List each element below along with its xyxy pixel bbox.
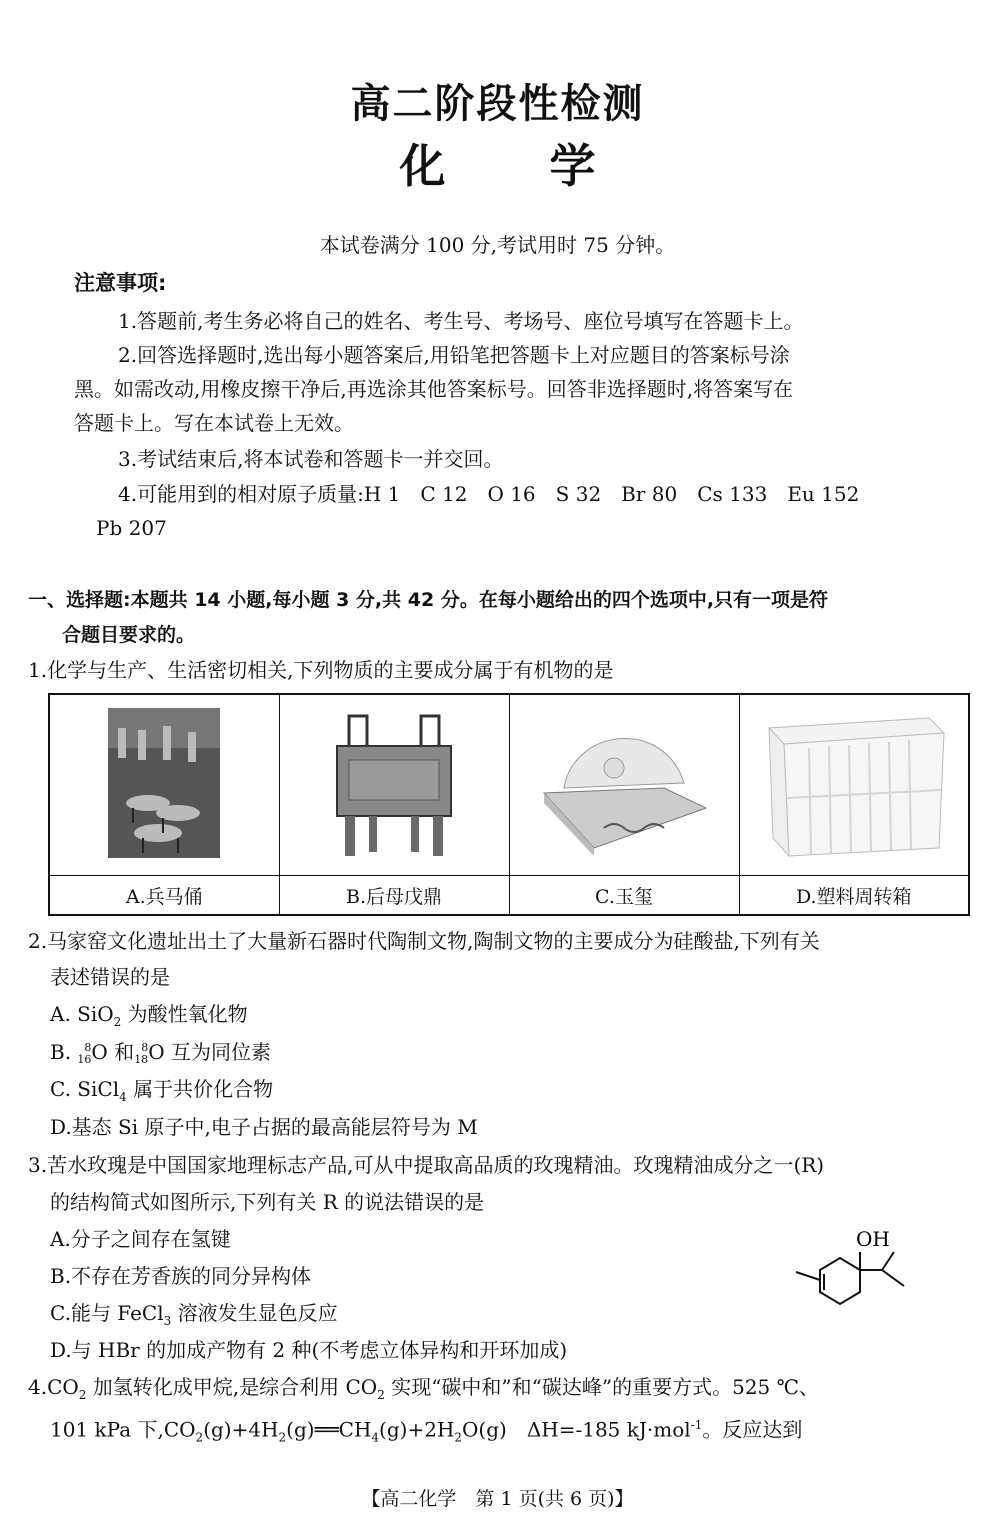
q2-option-a: A. SiO$_2$ 为酸性氧化物: [50, 1002, 248, 1029]
oh-label: OH: [856, 1227, 890, 1251]
section-heading: 合题目要求的。: [62, 624, 196, 646]
option-b-caption: B.后母戊鼎: [279, 876, 509, 916]
terracotta-image: [49, 694, 279, 876]
note-line: 2.回答选择题时,选出每小题答案后,用铅笔把答题卡上对应题目的答案标号涂: [118, 343, 790, 367]
q2-option-d: D.基态 Si 原子中,电子占据的最高能层符号为 M: [50, 1115, 478, 1139]
notes-heading: 注意事项:: [74, 271, 167, 295]
note-line: 3.考试结束后,将本试卷和答题卡一并交回。: [118, 447, 504, 471]
q2-stem: 2.马家窑文化遗址出土了大量新石器时代陶制文物,陶制文物的主要成分为硅酸盐,下列有关: [28, 929, 820, 953]
q2-option-b: B. 8 16O 和 8 18O 互为同位素: [50, 1040, 271, 1066]
section-heading: 一、选择题:本题共 14 小题,每小题 3 分,共 42 分。在每小题给出的四个选项中,只有一项是符: [28, 589, 829, 611]
q1-stem: 1.化学与生产、生活密切相关,下列物质的主要成分属于有机物的是: [28, 658, 614, 682]
q3-option-c: C.能与 FeCl$_3$ 溶液发生显色反应: [50, 1301, 338, 1328]
q2-stem: 表述错误的是: [50, 965, 170, 989]
option-c-caption: C.玉玺: [509, 876, 739, 916]
q3-option-d: D.与 HBr 的加成产物有 2 种(不考虑立体异构和开环加成): [50, 1338, 568, 1362]
subject-title: 化 学: [399, 139, 596, 193]
q1-image-table: [48, 693, 970, 916]
q4-line1: $4.CO_2$ 加氢转化成甲烷,是综合利用 $CO_2$ 实现“碳中和”和“碳达峰”的重要方式。525 ℃、: [28, 1375, 820, 1402]
q3-option-a: A.分子之间存在氢键: [50, 1227, 231, 1251]
option-a-caption: A.兵马俑: [49, 876, 279, 916]
note-line: 黑。如需改动,用橡皮擦干净后,再选涂其他答案标号。回答非选择题时,将答案写在: [74, 377, 794, 401]
plastic-crate-image: [739, 694, 969, 876]
option-d-caption: D.塑料周转箱: [739, 876, 969, 916]
exam-title: 高二阶段性检测: [350, 81, 645, 127]
q2-option-c: C. SiCl$_4$ 属于共价化合物: [50, 1077, 274, 1104]
note-line: 1.答题前,考生务必将自己的姓名、考生号、考场号、座位号填写在答题卡上。: [118, 309, 804, 333]
note-line: 4.可能用到的相对原子质量:H 1 C 12 O 16 S 32 Br 80 Cs 133 Eu 152: [118, 482, 860, 506]
page-footer: 【高二化学 第 1 页(共 6 页)】: [361, 1488, 634, 1510]
q3-stem: 的结构简式如图所示,下列有关 R 的说法错误的是: [50, 1190, 485, 1214]
q3-stem: 3.苦水玫瑰是中国国家地理标志产品,可从中提取高品质的玫瑰精油。玫瑰精油成分之一(R): [28, 1153, 825, 1177]
bronze-ding-image: [279, 694, 509, 876]
q3-option-b: B.不存在芳香族的同分异构体: [50, 1264, 312, 1288]
exam-subtitle: 本试卷满分 100 分,考试用时 75 分钟。: [319, 233, 676, 257]
note-line: Pb 207: [96, 516, 167, 540]
r-structure-diagram: [790, 1222, 920, 1312]
note-line: 答题卡上。写在本试卷上无效。: [74, 411, 354, 435]
q4-line2: 101 kPa 下$,CO_2(g)+4H_2(g)══CH_4(g)+2H_2O(g)$ ΔH=-185 kJ·mol$^{-1}$。反应达到: [50, 1417, 803, 1445]
jade-seal-image: [509, 694, 739, 876]
